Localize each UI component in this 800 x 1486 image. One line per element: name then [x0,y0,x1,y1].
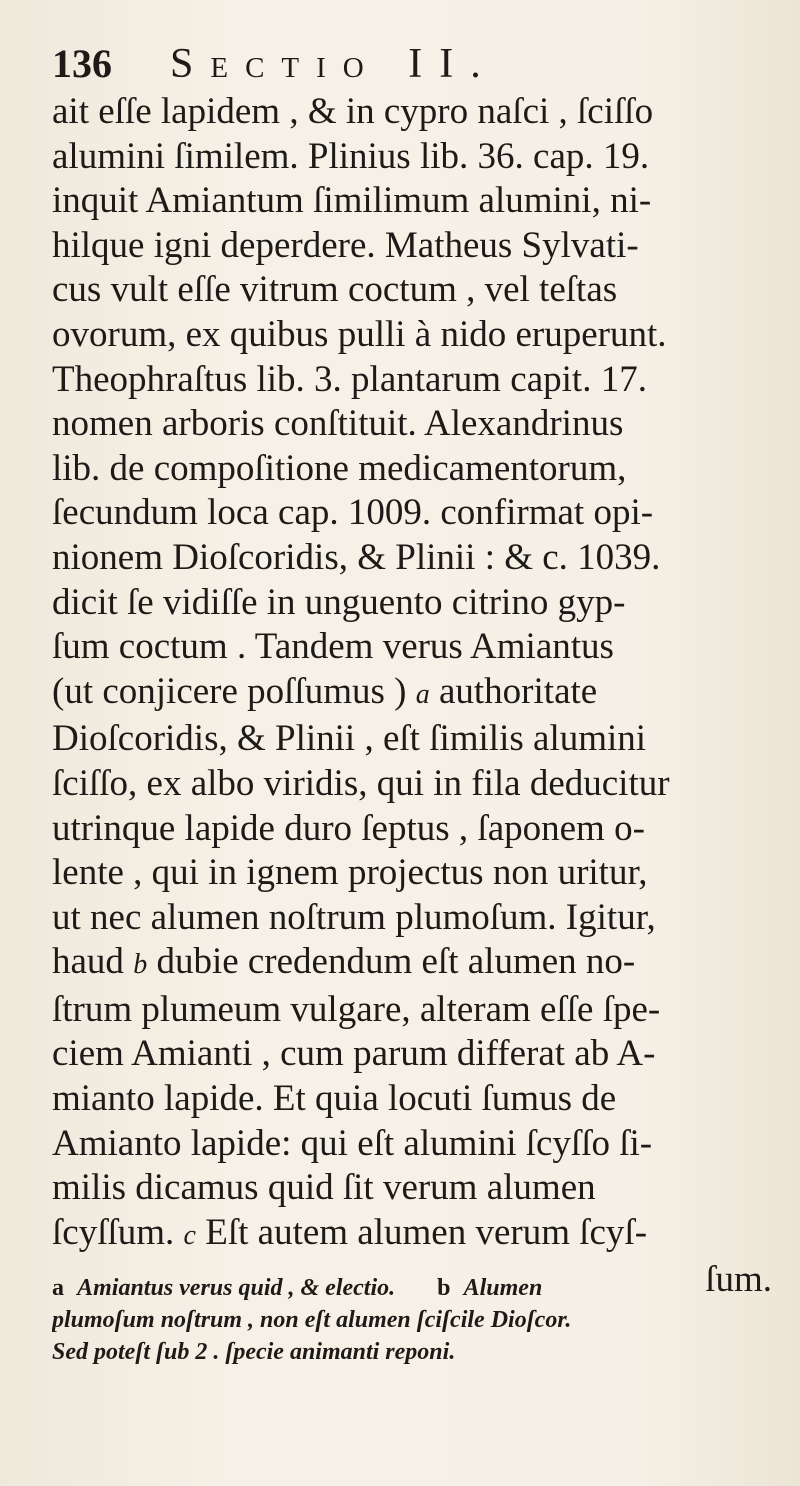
footnote-mark-a: a [52,1275,64,1301]
footnotes [52,1272,772,1368]
body-text [52,90,772,1303]
text-line: Amianto lapide: qui eſt alumini ſcyſſo ſi- [52,1122,653,1164]
text-line-start: ſcyſſum. [52,1211,175,1253]
text-line-catchword: ſum. [705,1259,772,1301]
footnote-marker-c: c [183,1219,196,1251]
text-line-end: Eſt autem alumen verum ſcyſ- [205,1211,648,1253]
text-line: utrinque lapide duro ſeptus , ſaponem o- [52,807,645,849]
text-line: Theophraſtus lib. 3. plantarum capit. 17. [52,358,647,400]
footnote-a-text: Amiantus verus quid , & electio. [77,1275,396,1301]
text-line-end: authoritate [438,670,598,712]
text-line: inquit Amiantum ſimilimum alumini, ni- [52,180,652,222]
text-line: alumini ſimilem. Plinius lib. 36. cap. 19. [52,135,650,177]
running-head: Sectio II. [170,41,498,87]
text-line: ſciſſo, ex albo viridis, qui in fila deducitur [52,762,670,804]
text-line: ciem Amianti , cum parum differat ab A- [52,1033,656,1075]
text-line: Dioſcoridis, & Plinii , eſt ſimilis alumini [52,718,647,760]
text-line: lente , qui in ignem projectus non uritur, [52,852,648,894]
text-line: ſum coctum . Tandem verus Amiantus [52,626,614,668]
text-line: mianto lapide. Et quia locuti ſumus de [52,1078,617,1120]
footnote-marker-b: b [133,949,148,981]
page-header [52,40,772,90]
page-number: 136 [52,41,112,86]
text-line: ovorum, ex quibus pulli à nido eruperunt. [52,313,667,355]
text-line: ait eſſe lapidem , & in cypro naſci , ſciſſo [52,91,654,132]
text-line-end: dubie credendum eſt alumen no- [156,941,636,983]
text-line: ut nec alumen noſtrum plumoſum. Igitur, [52,896,656,938]
text-line: hilque igni deperdere. Matheus Sylvati- [52,224,639,266]
text-line [52,670,772,718]
footnote-b-text-start: Alumen [463,1275,543,1301]
footnote-marker-a: a [415,678,430,710]
text-line: milis dicamus quid ſit verum alumen [52,1167,596,1209]
text-line-start: haud [52,941,124,983]
footnote-line [52,1272,772,1304]
text-line: ſtrum plumeum vulgare, alteram eſſe ſpe- [52,988,661,1030]
text-line: dicit ſe vidiſſe in unguento citrino gyp- [52,581,626,623]
text-line-start: (ut conjicere poſſumus ) [52,670,407,712]
text-line: nomen arboris conſtituit. Alexandrinus [52,403,624,445]
text-line: lib. de compoſitione medicamentorum, [52,447,627,489]
text-line [52,940,772,988]
footnote-line: plumoſum noſtrum , non eſt alumen ſciſcile Dioſcor. [52,1307,572,1333]
text-line: ſecundum loca cap. 1009. confirmat opi- [52,492,654,534]
text-line: nionem Dioſcoridis, & Plinii : & c. 1039. [52,536,661,578]
text-line: cus vult eſſe vitrum coctum , vel teſtas [52,269,618,311]
footnote-mark-b: b [437,1275,451,1301]
text-line [52,1211,772,1259]
footnote-line: Sed poteſt ſub 2 . ſpecie animanti reponi. [52,1339,456,1365]
